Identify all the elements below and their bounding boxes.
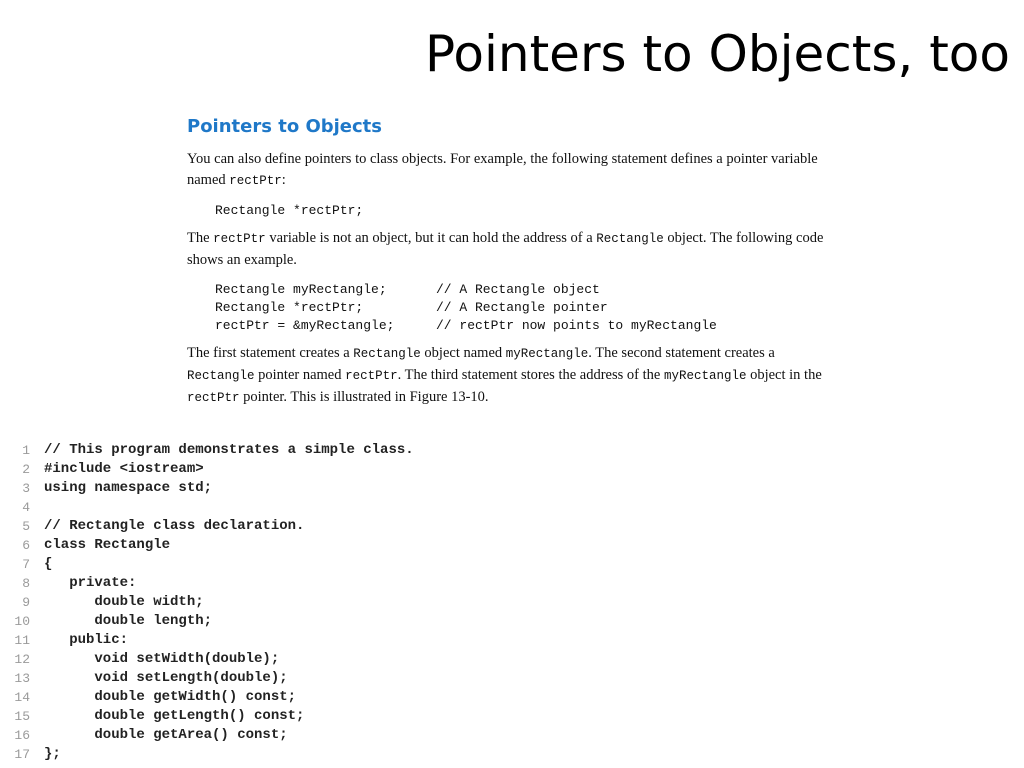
listing-line — [8, 726, 414, 745]
code-line: Rectangle *rectPtr; — [215, 203, 364, 218]
listing-line — [8, 631, 414, 650]
inline-code: myRectangle — [505, 347, 589, 361]
code-line — [215, 299, 827, 317]
line-number: 9 — [22, 595, 30, 610]
code-line — [215, 281, 827, 299]
line-code: private: — [44, 575, 137, 591]
line-code: double getLength() const; — [44, 708, 305, 724]
line-code: void setWidth(double); — [44, 651, 280, 667]
listing-line — [8, 574, 414, 593]
line-code: double length; — [44, 613, 213, 629]
line-code: class Rectangle — [44, 537, 171, 553]
listing-line — [8, 555, 414, 574]
text-run: variable is not an object, but it can hold the address of a — [265, 230, 597, 246]
textbook-excerpt — [187, 116, 827, 409]
text-run: pointer named — [254, 367, 346, 383]
inline-code: myRectangle — [663, 369, 747, 383]
code-snippet-example — [215, 281, 827, 335]
code-comment: // A Rectangle object — [436, 282, 600, 297]
code-statement: rectPtr = &myRectangle; — [215, 318, 395, 333]
excerpt-heading: Pointers to Objects — [187, 116, 383, 137]
line-number: 10 — [14, 614, 30, 629]
line-code: public: — [44, 632, 129, 648]
line-code: void setLength(double); — [44, 670, 288, 686]
line-number: 12 — [14, 652, 30, 667]
line-number: 13 — [14, 671, 30, 686]
paragraph-explanation — [187, 228, 827, 271]
line-number: 11 — [14, 633, 30, 648]
code-line — [215, 317, 827, 335]
text-run: object in the — [746, 367, 822, 383]
line-number: 4 — [22, 500, 30, 515]
line-number: 2 — [22, 462, 30, 477]
line-code: // This program demonstrates a simple class. — [44, 442, 414, 458]
slide-title: Pointers to Objects, too — [425, 25, 1010, 83]
listing-line — [8, 498, 414, 517]
listing-line — [8, 460, 414, 479]
line-code: double width; — [44, 594, 204, 610]
line-code: #include <iostream> — [44, 461, 204, 477]
text-run: . The third statement stores the address of the — [397, 367, 664, 383]
code-statement: Rectangle myRectangle; — [215, 282, 387, 297]
paragraph-summary — [187, 343, 827, 409]
code-statement: Rectangle *rectPtr; — [215, 300, 364, 315]
line-code: // Rectangle class declaration. — [44, 518, 305, 534]
listing-line — [8, 612, 414, 631]
listing-line — [8, 650, 414, 669]
inline-code: Rectangle — [187, 369, 255, 383]
text-run: pointer. This is illustrated in Figure 13-10. — [239, 389, 489, 405]
listing-line — [8, 593, 414, 612]
inline-code: Rectangle — [596, 232, 664, 246]
text-run: : — [281, 172, 286, 188]
line-number: 7 — [22, 557, 30, 572]
text-run: You can also define pointers to class objects. For example, the following statement defines a pointer variable named — [187, 151, 818, 188]
listing-line — [8, 517, 414, 536]
inline-code: Rectangle — [353, 347, 421, 361]
line-number: 1 — [22, 443, 30, 458]
listing-line — [8, 536, 414, 555]
line-number: 16 — [14, 728, 30, 743]
text-run: object. The following code shows an example. — [187, 230, 824, 268]
inline-code: rectPtr — [229, 174, 282, 188]
listing-line — [8, 669, 414, 688]
text-run: The — [187, 230, 214, 246]
line-number: 6 — [22, 538, 30, 553]
paragraph-intro — [187, 149, 827, 192]
line-code: double getArea() const; — [44, 727, 288, 743]
line-code: }; — [44, 746, 61, 762]
inline-code: rectPtr — [345, 369, 398, 383]
text-run: object named — [420, 345, 506, 361]
listing-line — [8, 479, 414, 498]
line-code: using namespace std; — [44, 480, 213, 496]
text-run: . The second statement creates a — [588, 345, 775, 361]
inline-code: rectPtr — [213, 232, 266, 246]
line-number: 14 — [14, 690, 30, 705]
line-code: { — [44, 556, 53, 572]
code-comment: // A Rectangle pointer — [436, 300, 608, 315]
line-code: double getWidth() const; — [44, 689, 297, 705]
listing-line — [8, 441, 414, 460]
line-number: 8 — [22, 576, 30, 591]
listing-line — [8, 688, 414, 707]
listing-line — [8, 745, 414, 764]
code-snippet-declaration — [215, 202, 827, 220]
line-number: 5 — [22, 519, 30, 534]
code-listing — [8, 441, 414, 764]
text-run: The first statement creates a — [187, 345, 354, 361]
listing-line — [8, 707, 414, 726]
line-number: 3 — [22, 481, 30, 496]
line-number: 17 — [14, 747, 30, 762]
line-number: 15 — [14, 709, 30, 724]
inline-code: rectPtr — [187, 391, 240, 405]
code-comment: // rectPtr now points to myRectangle — [436, 318, 717, 333]
